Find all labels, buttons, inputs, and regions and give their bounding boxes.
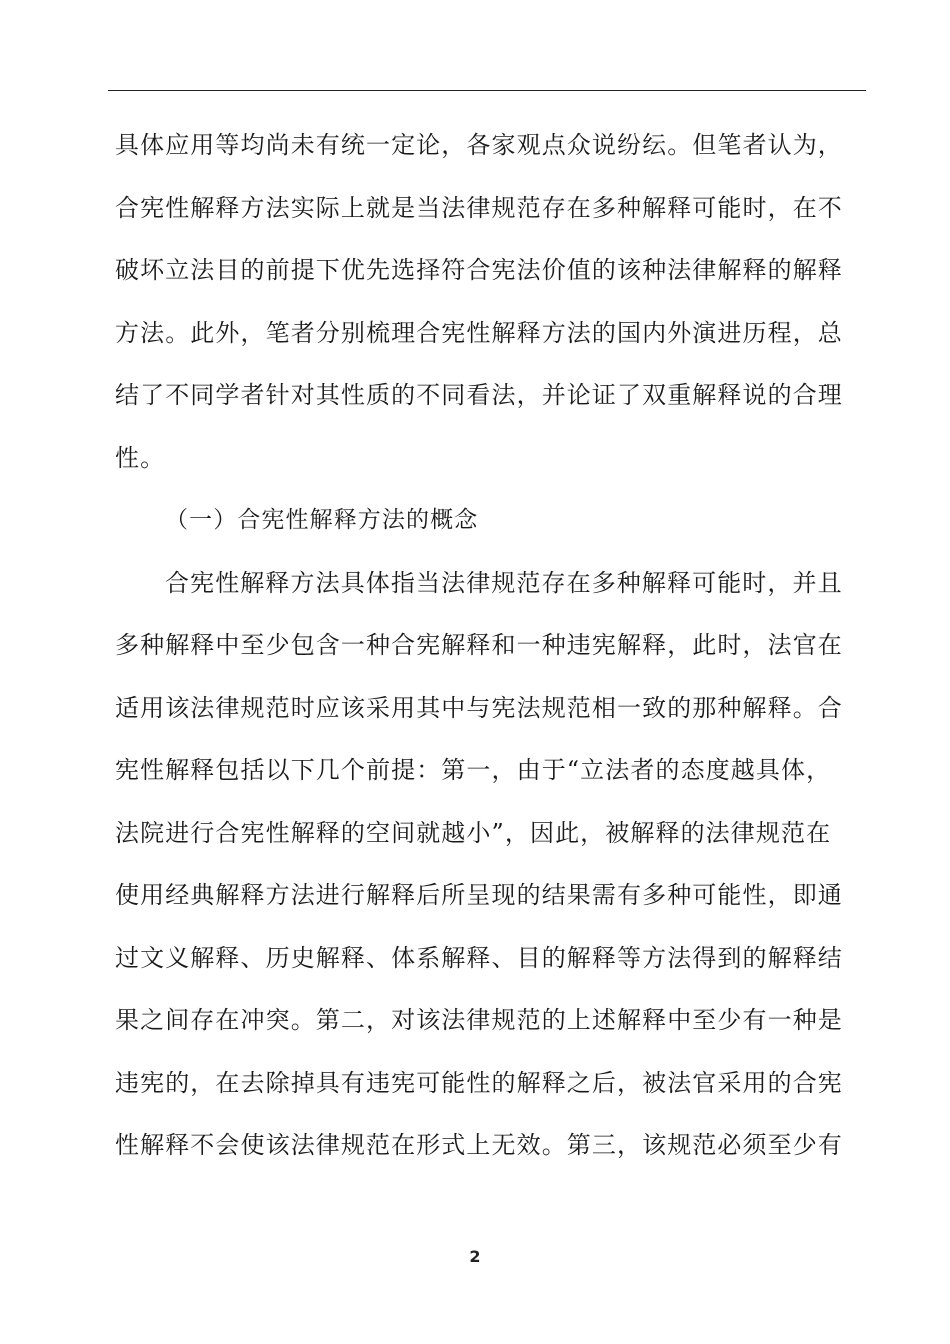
- body-line: 结了不同学者针对其性质的不同看法，并论证了双重解释说的合理: [115, 381, 843, 409]
- body-line: 法院进行合宪性解释的空间就越小”，因此，被解释的法律规范在: [115, 818, 832, 847]
- body-line: 破坏立法目的前提下优先选择符合宪法价值的该种法律解释的解释: [115, 256, 843, 284]
- body-line: 方法。此外，笔者分别梳理合宪性解释方法的国内外演进历程，总: [115, 318, 843, 347]
- section-heading: （一）合宪性解释方法的概念: [165, 507, 479, 533]
- body-line: 宪性解释包括以下几个前提：第一，由于“立法者的态度越具体，: [115, 756, 832, 784]
- body-line: 过文义解释、历史解释、体系解释、目的解释等方法得到的解释结: [115, 943, 843, 972]
- body-line: 性解释不会使该法律规范在形式上无效。第三，该规范必须至少有: [115, 1131, 843, 1159]
- header-rule: [108, 90, 866, 91]
- body-line: 违宪的，在去除掉具有违宪可能性的解释之后，被法官采用的合宪: [115, 1068, 843, 1097]
- page-number: 2: [469, 1247, 481, 1266]
- body-line: 多种解释中至少包含一种合宪解释和一种违宪解释，此时，法官在: [115, 631, 843, 659]
- document-body: [115, 114, 860, 1177]
- body-line: 果之间存在冲突。第二，对该法律规范的上述解释中至少有一种是: [115, 1006, 843, 1034]
- body-line: 具体应用等均尚未有统一定论，各家观点众说纷纭。但笔者认为，: [115, 131, 843, 159]
- body-line: 合宪性解释方法具体指当法律规范存在多种解释可能时，并且: [165, 568, 843, 597]
- body-line: 性。: [115, 443, 166, 472]
- body-line: 合宪性解释方法实际上就是当法律规范存在多种解释可能时，在不: [115, 193, 843, 222]
- body-line: 适用该法律规范时应该采用其中与宪法规范相一致的那种解释。合: [115, 693, 843, 722]
- body-line: 使用经典解释方法进行解释后所呈现的结果需有多种可能性，即通: [115, 881, 843, 909]
